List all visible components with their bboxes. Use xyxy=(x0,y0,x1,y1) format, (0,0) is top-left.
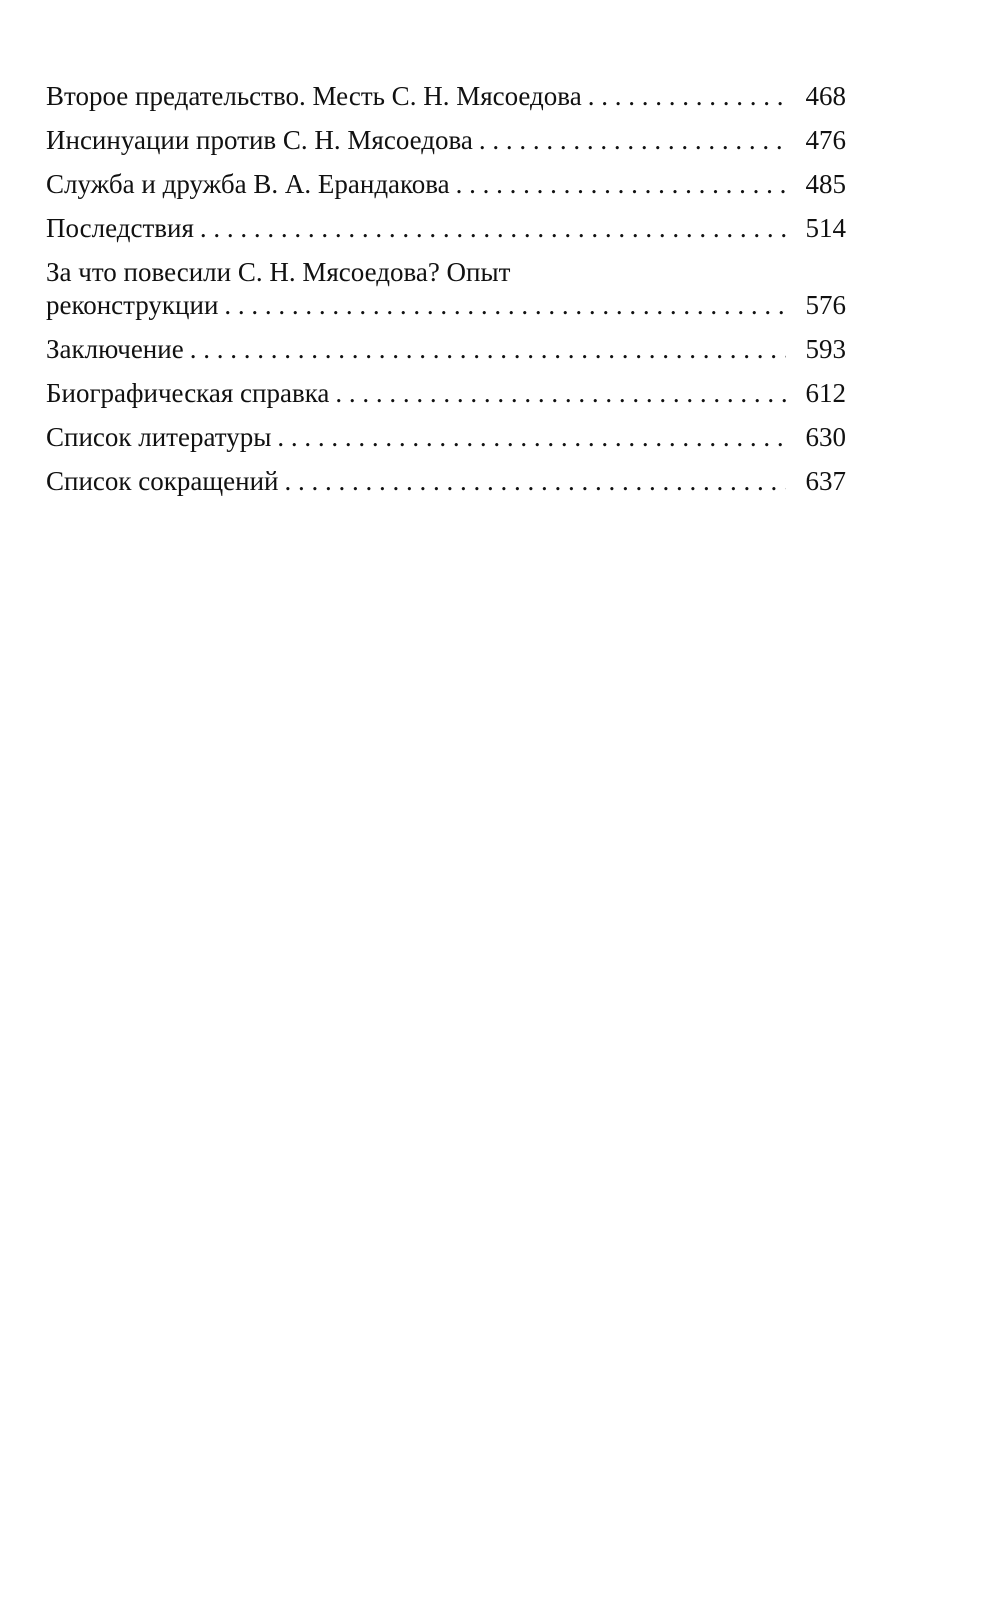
dot-leader xyxy=(190,333,786,366)
toc-entry-title-line2: реконструкции xyxy=(46,290,219,320)
toc-entry-page: 576 xyxy=(805,290,846,320)
toc-entry-title: Последствия xyxy=(46,213,194,243)
toc-entry[interactable] xyxy=(46,377,846,410)
toc-entry[interactable] xyxy=(46,256,846,322)
dot-leader xyxy=(479,124,786,157)
dot-leader xyxy=(277,421,786,454)
toc-entry[interactable] xyxy=(46,212,846,245)
toc-entry-title: Второе предательство. Месть С. Н. Мясоедова xyxy=(46,81,582,111)
toc-entry-title: Заключение xyxy=(46,334,184,364)
toc-entry-title: Список литературы xyxy=(46,422,272,452)
toc-entry-page: 485 xyxy=(805,169,846,199)
toc-entry[interactable] xyxy=(46,124,846,157)
toc-entry[interactable] xyxy=(46,333,846,366)
toc-row xyxy=(46,421,846,454)
toc-entry-page: 612 xyxy=(805,378,846,408)
toc-row xyxy=(46,168,846,201)
toc-row xyxy=(46,124,846,157)
toc-entry-title: Служба и дружба В. А. Ерандакова xyxy=(46,169,450,199)
toc-row xyxy=(46,289,846,322)
toc-entry-page: 514 xyxy=(805,213,846,243)
toc-entry-title-line1: За что повесили С. Н. Мясоедова? Опыт xyxy=(46,257,511,287)
toc-row xyxy=(46,465,846,498)
dot-leader xyxy=(456,168,786,201)
toc-entry-title: Список сокращений xyxy=(46,466,279,496)
dot-leader xyxy=(284,465,786,498)
toc-entry-page: 593 xyxy=(805,334,846,364)
toc-entry[interactable] xyxy=(46,421,846,454)
toc-entry-title: Инсинуации против С. Н. Мясоедова xyxy=(46,125,473,155)
toc-row xyxy=(46,333,846,366)
toc-entry-page: 630 xyxy=(805,422,846,452)
toc-row xyxy=(46,377,846,410)
toc-entry-page: 476 xyxy=(805,125,846,155)
dot-leader xyxy=(335,377,786,410)
toc-entry-page: 468 xyxy=(805,81,846,111)
toc-entry-page: 637 xyxy=(805,466,846,496)
toc-entry-title: Биографическая справка xyxy=(46,378,330,408)
dot-leader xyxy=(224,289,786,322)
table-of-contents xyxy=(46,80,846,509)
toc-row xyxy=(46,212,846,245)
toc-row xyxy=(46,80,846,113)
dot-leader xyxy=(200,212,786,245)
toc-entry[interactable] xyxy=(46,168,846,201)
dot-leader xyxy=(588,80,786,113)
toc-entry[interactable] xyxy=(46,465,846,498)
toc-entry[interactable] xyxy=(46,80,846,113)
